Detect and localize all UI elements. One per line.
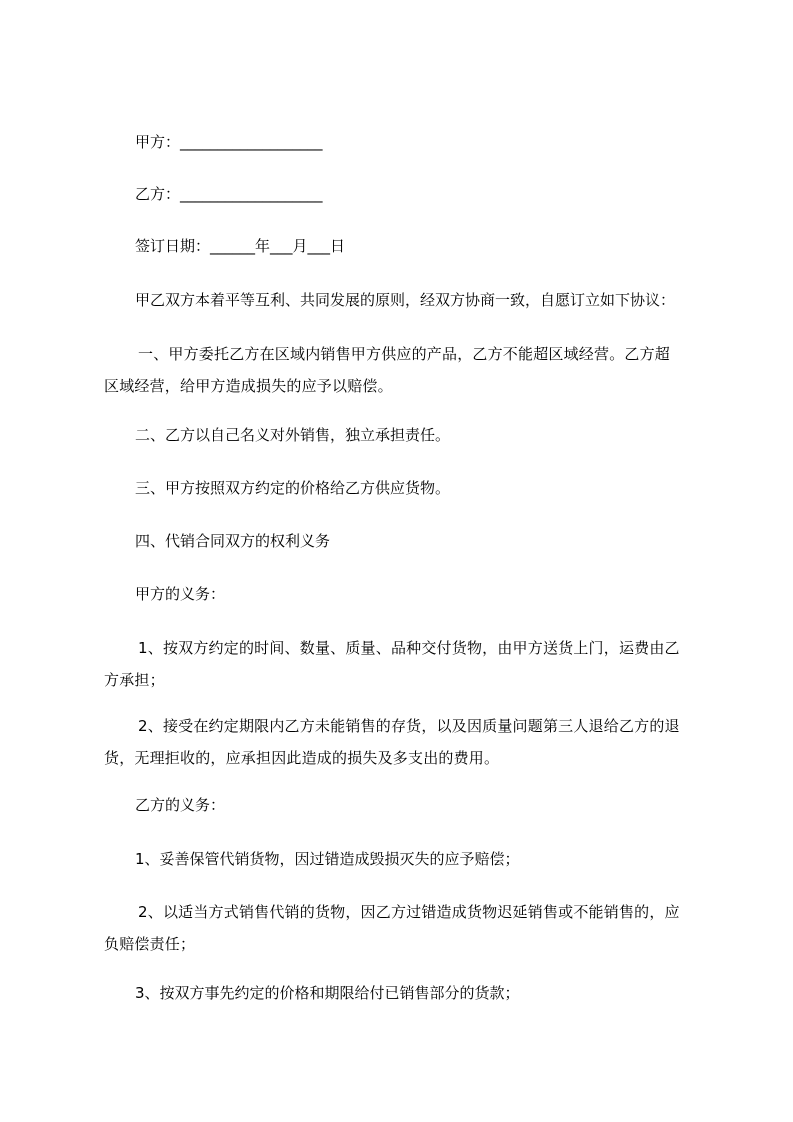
party-a-duty-2-line-1: 2、接受在约定期限内乙方未能销售的存货，以及因质量问题第三人退给乙方的退	[138, 717, 680, 735]
party-a-duties-heading: 甲方的义务：	[135, 585, 226, 603]
intro-paragraph: 甲乙双方本着平等互利、共同发展的原则，经双方协商一致，自愿订立如下协议：	[135, 291, 676, 309]
clause-1-line-2: 区域经营，给甲方造成损失的应予以赔偿。	[104, 377, 393, 395]
clause-3: 三、甲方按照双方约定的价格给乙方供应货物。	[135, 479, 451, 497]
party-b-duty-2	[104, 896, 715, 960]
party-a-duty-1-line-1: 1、按双方约定的时间、数量、质量、品种交付货物，由甲方送货上门，运费由乙	[138, 639, 680, 657]
sign-date-line: 签订日期：______年___月___日	[135, 237, 346, 255]
party-a-duty-2	[104, 710, 715, 774]
party-b-duties-heading: 乙方的义务：	[135, 796, 226, 814]
party-b-line: 乙方：___________________	[135, 185, 323, 203]
clause-1-line-1: 一、甲方委托乙方在区域内销售甲方供应的产品，乙方不能超区域经营。乙方超	[138, 345, 671, 363]
party-b-duty-3: 3、按双方事先约定的价格和期限给付已销售部分的货款；	[135, 984, 520, 1002]
party-a-duty-1-line-2: 方承担；	[104, 671, 165, 689]
party-a-duty-1	[104, 632, 715, 696]
clause-1	[104, 338, 715, 402]
party-b-duty-2-line-1: 2、以适当方式销售代销的货物，因乙方过错造成货物迟延销售或不能销售的，应	[138, 903, 680, 921]
clause-2: 二、乙方以自己名义对外销售，独立承担责任。	[135, 426, 451, 444]
party-a-duty-2-line-2: 货，无理拒收的，应承担因此造成的损失及多支出的费用。	[104, 749, 500, 767]
party-b-duty-2-line-2: 负赔偿责任；	[104, 935, 196, 953]
clause-4: 四、代销合同双方的权利义务	[135, 532, 331, 550]
party-b-duty-1: 1、妥善保管代销货物，因过错造成毁损灭失的应予赔偿；	[135, 850, 520, 868]
party-a-line: 甲方：___________________	[135, 133, 323, 151]
